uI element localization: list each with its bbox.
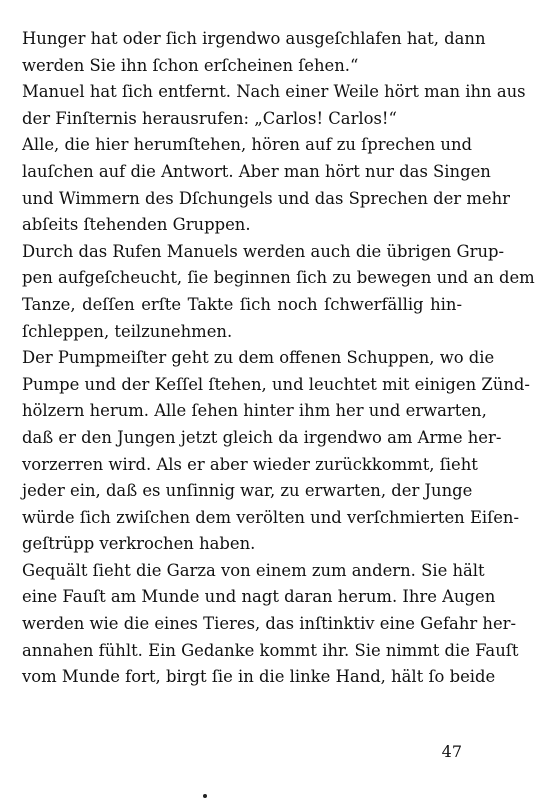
text-line: Durch das Rufen Manuels werden auch die übrigen Grup- — [22, 241, 505, 261]
text-line: hölzern herum. Alle ſehen hinter ihm her und erwarten, — [22, 401, 487, 421]
text-line: würde ſich zwiſchen dem verölten und verſchmierten Eiſen- — [22, 507, 520, 527]
text-line: und Wimmern des Dſchungels und das Sprechen der mehr — [22, 188, 510, 208]
text-line: eine Fauſt am Munde und nagt daran herum. Ihre Augen — [22, 587, 496, 607]
text-line: geſtrüpp verkrochen haben. — [22, 534, 256, 554]
text-line: Gequält ſieht die Garza von einem zum andern. Sie hält — [22, 560, 485, 580]
print-speck — [203, 794, 207, 798]
text-line: werden wie die eines Tieres, das inſtinktiv eine Gefahr her- — [22, 614, 517, 634]
text-line: annahen fühlt. Ein Gedanke kommt ihr. Sie nimmt die Fauſt — [22, 640, 519, 660]
text-line: pen aufgeſcheucht, ſie beginnen ſich zu bewegen und an dem — [22, 268, 535, 288]
text-line: vorzerren wird. Als er aber wieder zurückkommt, ſieht — [22, 454, 478, 474]
text-line: Der Pumpmeiſter geht zu dem offenen Schuppen, wo die — [22, 348, 495, 368]
text-line: jeder ein, daß es unſinnig war, zu erwarten, der Junge — [22, 481, 473, 501]
text-line: Pumpe und der Keſſel ſtehen, und leuchtet mit einigen Zünd- — [22, 374, 530, 394]
book-page-text — [22, 26, 535, 691]
text-line: werden Sie ihn ſchon erſcheinen ſehen.“ — [22, 55, 359, 75]
text-line: vom Munde fort, birgt ſie in die linke Hand, hält ſo beide — [22, 667, 496, 687]
text-line: abſeits ſtehenden Gruppen. — [22, 215, 251, 235]
text-line: lauſchen auf die Antwort. Aber man hört nur das Singen — [22, 161, 491, 181]
page-number: 47 — [441, 742, 462, 761]
text-line: Alle, die hier herumſtehen, hören auf zu ſprechen und — [22, 135, 473, 155]
text-line: der Finſternis herausrufen: „Carlos! Carlos!“ — [22, 108, 397, 128]
text-line: daß er den Jungen jetzt gleich da irgendwo am Arme her- — [22, 427, 502, 447]
text-line: Tanze, deſſen erſte Takte ſich noch ſchwerfällig hin- — [22, 294, 462, 314]
text-line: Manuel hat ſich entfernt. Nach einer Weile hört man ihn aus — [22, 82, 526, 102]
text-line: ſchleppen, teilzunehmen. — [22, 321, 233, 341]
text-line: Hunger hat oder ſich irgendwo ausgeſchlafen hat, dann — [22, 29, 486, 48]
